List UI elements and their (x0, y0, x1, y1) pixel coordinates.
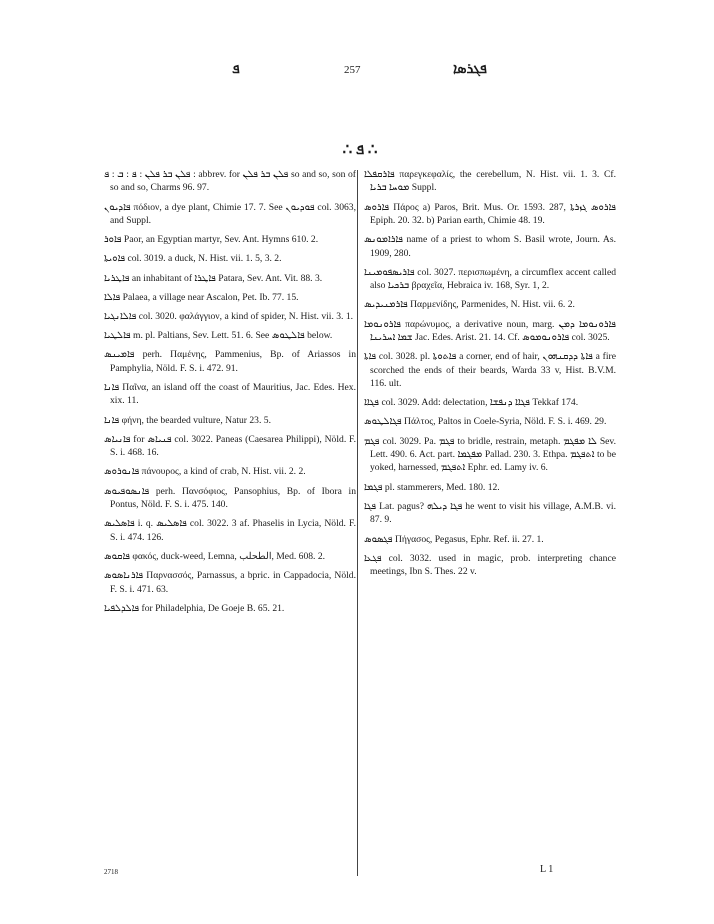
entry: ܦܓܡܐ pl. stammerers, Med. 180. 12. (364, 481, 500, 493)
signature-mark: 2718 (104, 868, 118, 876)
entry: ܦܐܘܝܬܐ col. 3019. a duck, N. Hist. vii. 1. 5, 3. 2. (104, 253, 282, 265)
header-left-letter: ܦ (232, 62, 240, 77)
entry: ܦܐܪܩܦܠܐ παρεγκεφαλίς, the cerebellum, N. Hist. vii. 1. 3. Cf. ܡܘܚܐ ܒܪܝܐ Suppl. (364, 169, 619, 194)
entry: ܦܐܢܘܪܘܣ πάνουρος, a kind of crab, N. Hist. vii. 2. 2. (104, 466, 306, 478)
right-column (364, 168, 619, 584)
entry: ܦܐܘܪ Paor, an Egyptian martyr, Sev. Ant. Hymns 610. 2. (104, 234, 319, 246)
entry: ܦܐܪܢܐܣܘܣ Παρνασσός, Parnassus, a bpric. in Cappadocia, Nöld. F. S. i. 471. 63. (104, 570, 356, 595)
gathering-mark: L 1 (540, 864, 554, 875)
entry: ܦܐܣܠܝܣ i. q. ܦܐܣܠܝܣ col. 3022. 3 af. Phaselis in Lycia, Nöld. F. S. i. 474. 126. (104, 518, 356, 543)
entry: ܦܐܪܐܡܘܢܣ name of a priest to whom S. Basil wrote, Journ. As. 1909, 280. (364, 234, 619, 259)
header-right-word: ܦܓܪܣܐ (453, 62, 487, 77)
entry: ܦܓܡ col. 3029. Pa. ܦܓܡ to bridle, restrain, metaph. ܠܐ ܡܦܓܡ Sev. Lett. 490. 6. Act. part. ܡܦܓܡܐ Pallad. 230. 3. Ethpa. ܐܬܦܓܡ to be yoked, harnessed, ܐܬܦܓܡ Ephr. ed. Lamy iv. 6. (364, 435, 619, 474)
entry: ܦܐܪܡܢܝܕܝܣ Παρμενίδης, Parmenides, N. Hist. vii. 6. 2. (364, 299, 575, 311)
entry: ܦܐܕܝܘܢ πόδιον, a dye plant, Chimie 17. 7. See ܦܘܕܝܘܢ col. 3063, and Suppl. (104, 201, 356, 227)
left-column (104, 168, 356, 621)
entry: ܦܐܢܝܐܣ for ܦܢܝܐܣ col. 3022. Paneas (Caesarea Philippi), Nöld. F. S. i. 468. 16. (104, 433, 357, 459)
entry: ܦܐܠܕܠܦܝܐ for Philadelphia, De Goeje B. 65. 21. (104, 602, 285, 614)
entry: ܦܐܢܐ φήνη, the bearded vulture, Natur 23. 5. (104, 414, 271, 426)
entry: ܦܐܠܛܝܐ m. pl. Paltians, Sev. Lett. 51. 6. See ܦܐܠܛܘܣ below. (104, 330, 333, 342)
entry: ܦܐܪܝܣܦܘܡܝܢܐ col. 3027. περισπωμένη, a circumflex accent called also ܒܪܟܝܐ βραχεῖα, Hebraica iv. 168, Syr. 1, 2. (364, 266, 619, 292)
entry: ܦܓܥܐ col. 3032. used in magic, prob. interpreting chance meetings, Ibn S. Thes. 22 v. (364, 552, 619, 578)
entry: ܦܓܐ Lat. pagus? ܦܓܐ ܕܝܠܗ he went to visit his village, A.M.B. vi. 87. 9. (364, 500, 619, 526)
page-number: 257 (344, 64, 361, 76)
entry: ܦܐܢܐ Παῖνα, an island off the coast of Mauritius, Jac. Edes. Hex. xix. 11. (104, 382, 356, 407)
entry: ܦܠܢ ܒܪ ܦܠܢ : ܦ : ܒ : ܦ : abbrev. for ܦܠܢ ܒܪ ܦܠܢ so and so, son of so and so, Charms 96. 97. (104, 169, 357, 194)
entry: ܦܐܬܐ col. 3028. pl. ܦܐܬܘܬܐ a corner, end of hair, ܦܐܬܐ ܕܕܩܢܗܘܢ a fire scorched the ends of their beards, Warda 33 v, Hist. B.V.M. 116. ult. (364, 351, 619, 390)
entry: ܦܐܩܘܣ φακός, duck-weed, Lemna, الطحلب, Med. 608. 2. (104, 550, 326, 562)
entry: ܦܓܣܘܣ Πήγασος, Pegasus, Ephr. Ref. ii. 27. 1. (364, 533, 544, 545)
column-divider (357, 170, 358, 876)
entry: ܦܓܐܠܛܘܣ Πάλτος, Paltos in Coele-Syria, Nöld. F. S. i. 469. 29. (364, 416, 607, 428)
entry: ܦܐܠܐ Palaea, a village near Ascalon, Pet. Ib. 77. 15. (104, 291, 299, 303)
section-letter: ∴ ܦ ∴ (342, 142, 378, 158)
entry: ܦܐܠܐܢܓܝܐ col. 3020. φαλάγγιον, a kind of spider, N. Hist. vii. 3. 1. (104, 311, 354, 323)
entry: ܦܐܪܘܢܘܡܐ παρώνυμος, a derivative noun, marg. ܦܐܪܘܢܘܡܐ ܕܡܢ ܫܡܐ ܐܚܪܝܢܐ Jac. Edes. Arist. 21. 14. Cf. ܦܐܪܘܢܘܡܘܣ col. 3025. (364, 318, 619, 344)
entry: ܦܐܡܝܢܣ perh. Παμένης, Pammenius, Bp. of Ariassos in Pamphylia, Nöld. F. S. i. 472. 91. (104, 349, 356, 374)
entry: ܦܐܛܪܝܐ an inhabitant of ܦܐܛܪܐ Patara, Sev. Ant. Vit. 88. 3. (104, 272, 323, 284)
entry: ܦܓܐܐ col. 3029. Add: delectation, ܦܓܐܐ ܕܢܦܫܐ Tekkaf 174. (364, 397, 579, 409)
entry: ܦܐܢܣܘܦܝܘܣ perh. Πανσόφιος, Pansophius, Bp. of Ibora in Pontus, Nöld. F. S. i. 475. 140. (104, 485, 356, 511)
entry: ܦܐܪܘܣ Πάρος a) Paros, Brit. Mus. Or. 1593. 287, ܦܐܪܘܣ ܓܙܪܬܐ Epiph. 20. 32. b) Parian earth, Chimie 48. 19. (364, 201, 619, 227)
